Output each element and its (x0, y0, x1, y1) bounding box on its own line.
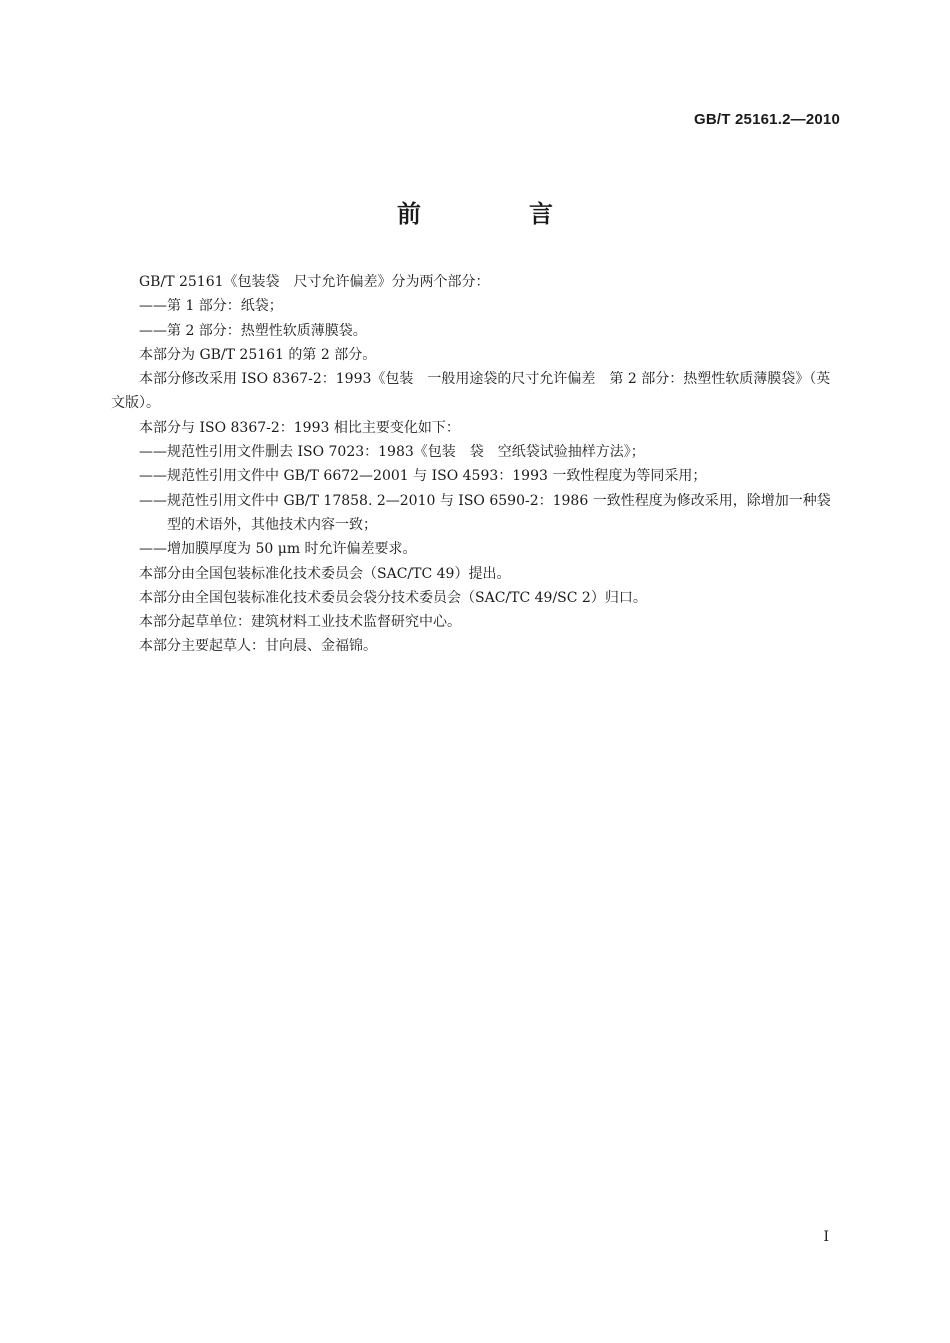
part-1-item: ——第 1 部分：纸袋； (139, 298, 283, 315)
drafters-paragraph: 本部分主要起草人：甘向晨、金福锦。 (139, 638, 377, 655)
intro-paragraph: GB/T 25161《包装袋 尺寸允许偏差》分为两个部分： (139, 274, 490, 290)
part-2-item: ——第 2 部分：热塑性软质薄膜袋。 (139, 322, 367, 339)
page-number: I (823, 1229, 829, 1245)
change-item-3: ——规范性引用文件中 GB/T 17858. 2—2010 与 ISO 6590-2：1986 一致性程度为修改采用，除增加一种袋型的术语外，其他技术内容一致； (139, 492, 831, 533)
change-item-2: ——规范性引用文件中 GB/T 6672—2001 与 ISO 4593：1993 一致性程度为等同采用； (139, 468, 707, 485)
change-item-4: ——增加膜厚度为 50 μm 时允许偏差要求。 (139, 541, 417, 558)
administrator-paragraph: 本部分由全国包装标准化技术委员会袋分技术委员会（SAC/TC 49/SC 2）归口。 (139, 589, 647, 606)
changes-intro-paragraph: 本部分与 ISO 8367-2：1993 相比主要变化如下： (139, 419, 460, 436)
change-item-1: ——规范性引用文件删去 ISO 7023：1983《包装 袋 空纸袋试验抽样方法》； (139, 444, 645, 461)
scope-paragraph: 本部分为 GB/T 25161 的第 2 部分。 (139, 346, 377, 363)
page-title: 前 言 (397, 200, 595, 228)
proposer-paragraph: 本部分由全国包装标准化技术委员会（SAC/TC 49）提出。 (139, 565, 511, 582)
drafting-unit-paragraph: 本部分起草单位：建筑材料工业技术监督研究中心。 (139, 614, 461, 631)
document-code: GB/T 25161.2—2010 (694, 111, 840, 128)
adoption-paragraph: 本部分修改采用 ISO 8367-2：1993《包装 一般用途袋的尺寸允许偏差 第 2 部分：热塑性软质薄膜袋》（英文版）。 (111, 371, 831, 412)
foreword-body (111, 270, 841, 659)
